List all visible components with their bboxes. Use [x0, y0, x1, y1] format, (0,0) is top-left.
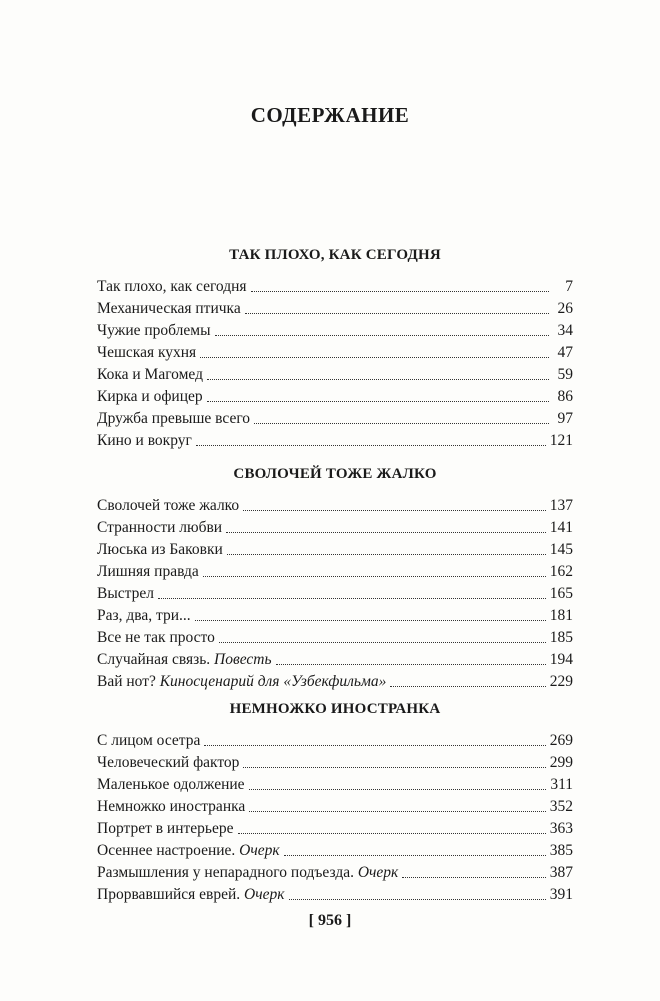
entry-label: Выстрел	[97, 585, 154, 602]
toc-entry	[97, 840, 573, 862]
leader-dots	[207, 378, 549, 380]
entry-note: Очерк	[239, 842, 280, 859]
entry-list	[97, 495, 573, 693]
entry-title	[97, 884, 285, 906]
leader-dots	[243, 766, 545, 768]
toc-entry	[97, 796, 573, 818]
toc-entry	[97, 649, 573, 671]
entry-page-number: 141	[549, 519, 573, 536]
entry-label: Кока и Магомед	[97, 366, 203, 383]
entry-page-number: 299	[549, 754, 573, 771]
entry-title	[97, 517, 222, 539]
entry-title	[97, 561, 199, 583]
entry-title	[97, 796, 245, 818]
leader-dots	[200, 356, 549, 358]
entry-label: Портрет в интерьере	[97, 820, 234, 837]
entry-title	[97, 539, 223, 561]
entry-label: Дружба превыше всего	[97, 410, 251, 427]
entry-title	[97, 774, 245, 796]
leader-dots	[249, 788, 547, 790]
toc-entry	[97, 364, 573, 386]
entry-label: Маленькое одолжение	[97, 776, 245, 793]
entry-page-number: 185	[549, 629, 573, 646]
entry-title	[97, 320, 211, 342]
entry-note: Повесть	[214, 651, 272, 668]
toc-entry	[97, 517, 573, 539]
entry-page-number: 363	[549, 820, 573, 837]
leader-dots	[390, 685, 545, 687]
leader-dots	[402, 876, 545, 878]
entry-list	[97, 276, 573, 452]
entry-label: Человеческий фактор	[97, 754, 240, 771]
entry-label: С лицом осетра	[97, 732, 201, 749]
toc-entry	[97, 408, 573, 430]
entry-title	[97, 276, 247, 298]
leader-dots	[276, 663, 546, 665]
entry-title	[97, 627, 215, 649]
entry-title	[97, 583, 154, 605]
entry-page-number: 121	[549, 432, 573, 449]
toc-entry	[97, 862, 573, 884]
entry-list	[97, 730, 573, 906]
section-heading: ТАК ПЛОХО, КАК СЕГОДНЯ	[229, 247, 441, 263]
toc-entry	[97, 774, 573, 796]
toc-entry	[97, 430, 573, 452]
section-3	[97, 697, 573, 906]
entry-title	[97, 364, 203, 386]
toc-entry	[97, 539, 573, 561]
entry-label: Размышления у непарадного подъезда.	[97, 864, 358, 881]
entry-page-number: 7	[565, 278, 573, 295]
toc-entry	[97, 276, 573, 298]
toc-entry	[97, 884, 573, 906]
entry-page-number: 86	[557, 388, 573, 405]
entry-page-number: 59	[557, 366, 573, 383]
leader-dots	[249, 810, 545, 812]
entry-label: Раз, два, три...	[97, 607, 191, 624]
entry-title	[97, 818, 234, 840]
entry-page-number: 352	[549, 798, 573, 815]
leader-dots	[289, 898, 546, 900]
entry-label: Странности любви	[97, 519, 223, 536]
entry-label: Все не так просто	[97, 629, 215, 646]
toc-entry	[97, 583, 573, 605]
entry-title	[97, 408, 250, 430]
entry-label: Немножко иностранка	[97, 798, 246, 815]
toc-entry	[97, 730, 573, 752]
entry-label: Чешская кухня	[97, 344, 197, 361]
leader-dots	[204, 744, 545, 746]
toc-entry	[97, 752, 573, 774]
entry-page-number: 97	[557, 410, 573, 427]
leader-dots	[243, 509, 546, 511]
toc-entry	[97, 671, 573, 693]
entry-label: Чужие проблемы	[97, 322, 211, 339]
leader-dots	[284, 854, 546, 856]
entry-title	[97, 840, 280, 862]
toc-entry	[97, 605, 573, 627]
entry-label: Сволочей тоже жалко	[97, 497, 240, 514]
section-1	[97, 243, 573, 452]
entry-label: Лишняя правда	[97, 563, 199, 580]
entry-page-number: 181	[549, 607, 573, 624]
entry-title	[97, 862, 398, 884]
entry-label: Случайная связь.	[97, 651, 215, 668]
leader-dots	[238, 832, 546, 834]
leader-dots	[226, 531, 546, 533]
entry-title	[97, 298, 241, 320]
leader-dots	[158, 597, 546, 599]
toc-entry	[97, 561, 573, 583]
entry-page-number: 194	[549, 651, 573, 668]
entry-page-number: 391	[549, 886, 573, 903]
leader-dots	[251, 290, 549, 292]
leader-dots	[215, 334, 549, 336]
section-heading: НЕМНОЖКО ИНОСТРАНКА	[229, 701, 441, 717]
entry-label: Люська из Баковки	[97, 541, 223, 558]
entry-page-number: 165	[549, 585, 573, 602]
entry-page-number: 162	[549, 563, 573, 580]
entry-note: Киносценарий для «Узбекфильма»	[159, 673, 387, 690]
entry-title	[97, 752, 239, 774]
page-title: СОДЕРЖАНИЕ	[250, 103, 410, 127]
leader-dots	[196, 444, 546, 446]
leader-dots	[227, 553, 546, 555]
entry-page-number: 387	[549, 864, 573, 881]
toc-entry	[97, 627, 573, 649]
leader-dots	[245, 312, 549, 314]
entry-label: Так плохо, как сегодня	[97, 278, 247, 295]
entry-page-number: 385	[549, 842, 573, 859]
section-heading: СВОЛОЧЕЙ ТОЖЕ ЖАЛКО	[233, 466, 437, 482]
entry-note: Очерк	[357, 864, 399, 881]
entry-label: Осеннее настроение.	[97, 842, 240, 859]
toc-entry	[97, 818, 573, 840]
leader-dots	[203, 575, 546, 577]
toc-entry	[97, 342, 573, 364]
entry-page-number: 229	[549, 673, 573, 690]
toc-entry	[97, 320, 573, 342]
entry-title	[97, 605, 191, 627]
leader-dots	[254, 422, 549, 424]
entry-label: Прорвавшийся еврей.	[97, 886, 245, 903]
entry-note: Очерк	[244, 886, 285, 903]
leader-dots	[207, 400, 549, 402]
toc-entry	[97, 298, 573, 320]
entry-title	[97, 649, 272, 671]
entry-page-number: 311	[550, 776, 573, 793]
page-number: [ 956 ]	[308, 912, 352, 929]
entry-label: Механическая птичка	[97, 300, 241, 317]
toc-entry	[97, 386, 573, 408]
entry-title	[97, 342, 196, 364]
entry-page-number: 34	[557, 322, 573, 339]
entry-page-number: 269	[549, 732, 573, 749]
entry-page-number: 145	[549, 541, 573, 558]
entry-label: Вай нот?	[97, 673, 160, 690]
entry-label: Кино и вокруг	[97, 432, 192, 449]
entry-title	[97, 671, 386, 693]
entry-page-number: 26	[557, 300, 573, 317]
leader-dots	[219, 641, 546, 643]
entry-title	[97, 730, 200, 752]
entry-title	[97, 495, 239, 517]
entry-label: Кирка и офицер	[97, 388, 203, 405]
section-2	[97, 462, 573, 693]
entry-page-number: 47	[557, 344, 573, 361]
entry-title	[97, 386, 203, 408]
leader-dots	[195, 619, 546, 621]
entry-page-number: 137	[549, 497, 573, 514]
entry-title	[97, 430, 192, 452]
toc-entry	[97, 495, 573, 517]
